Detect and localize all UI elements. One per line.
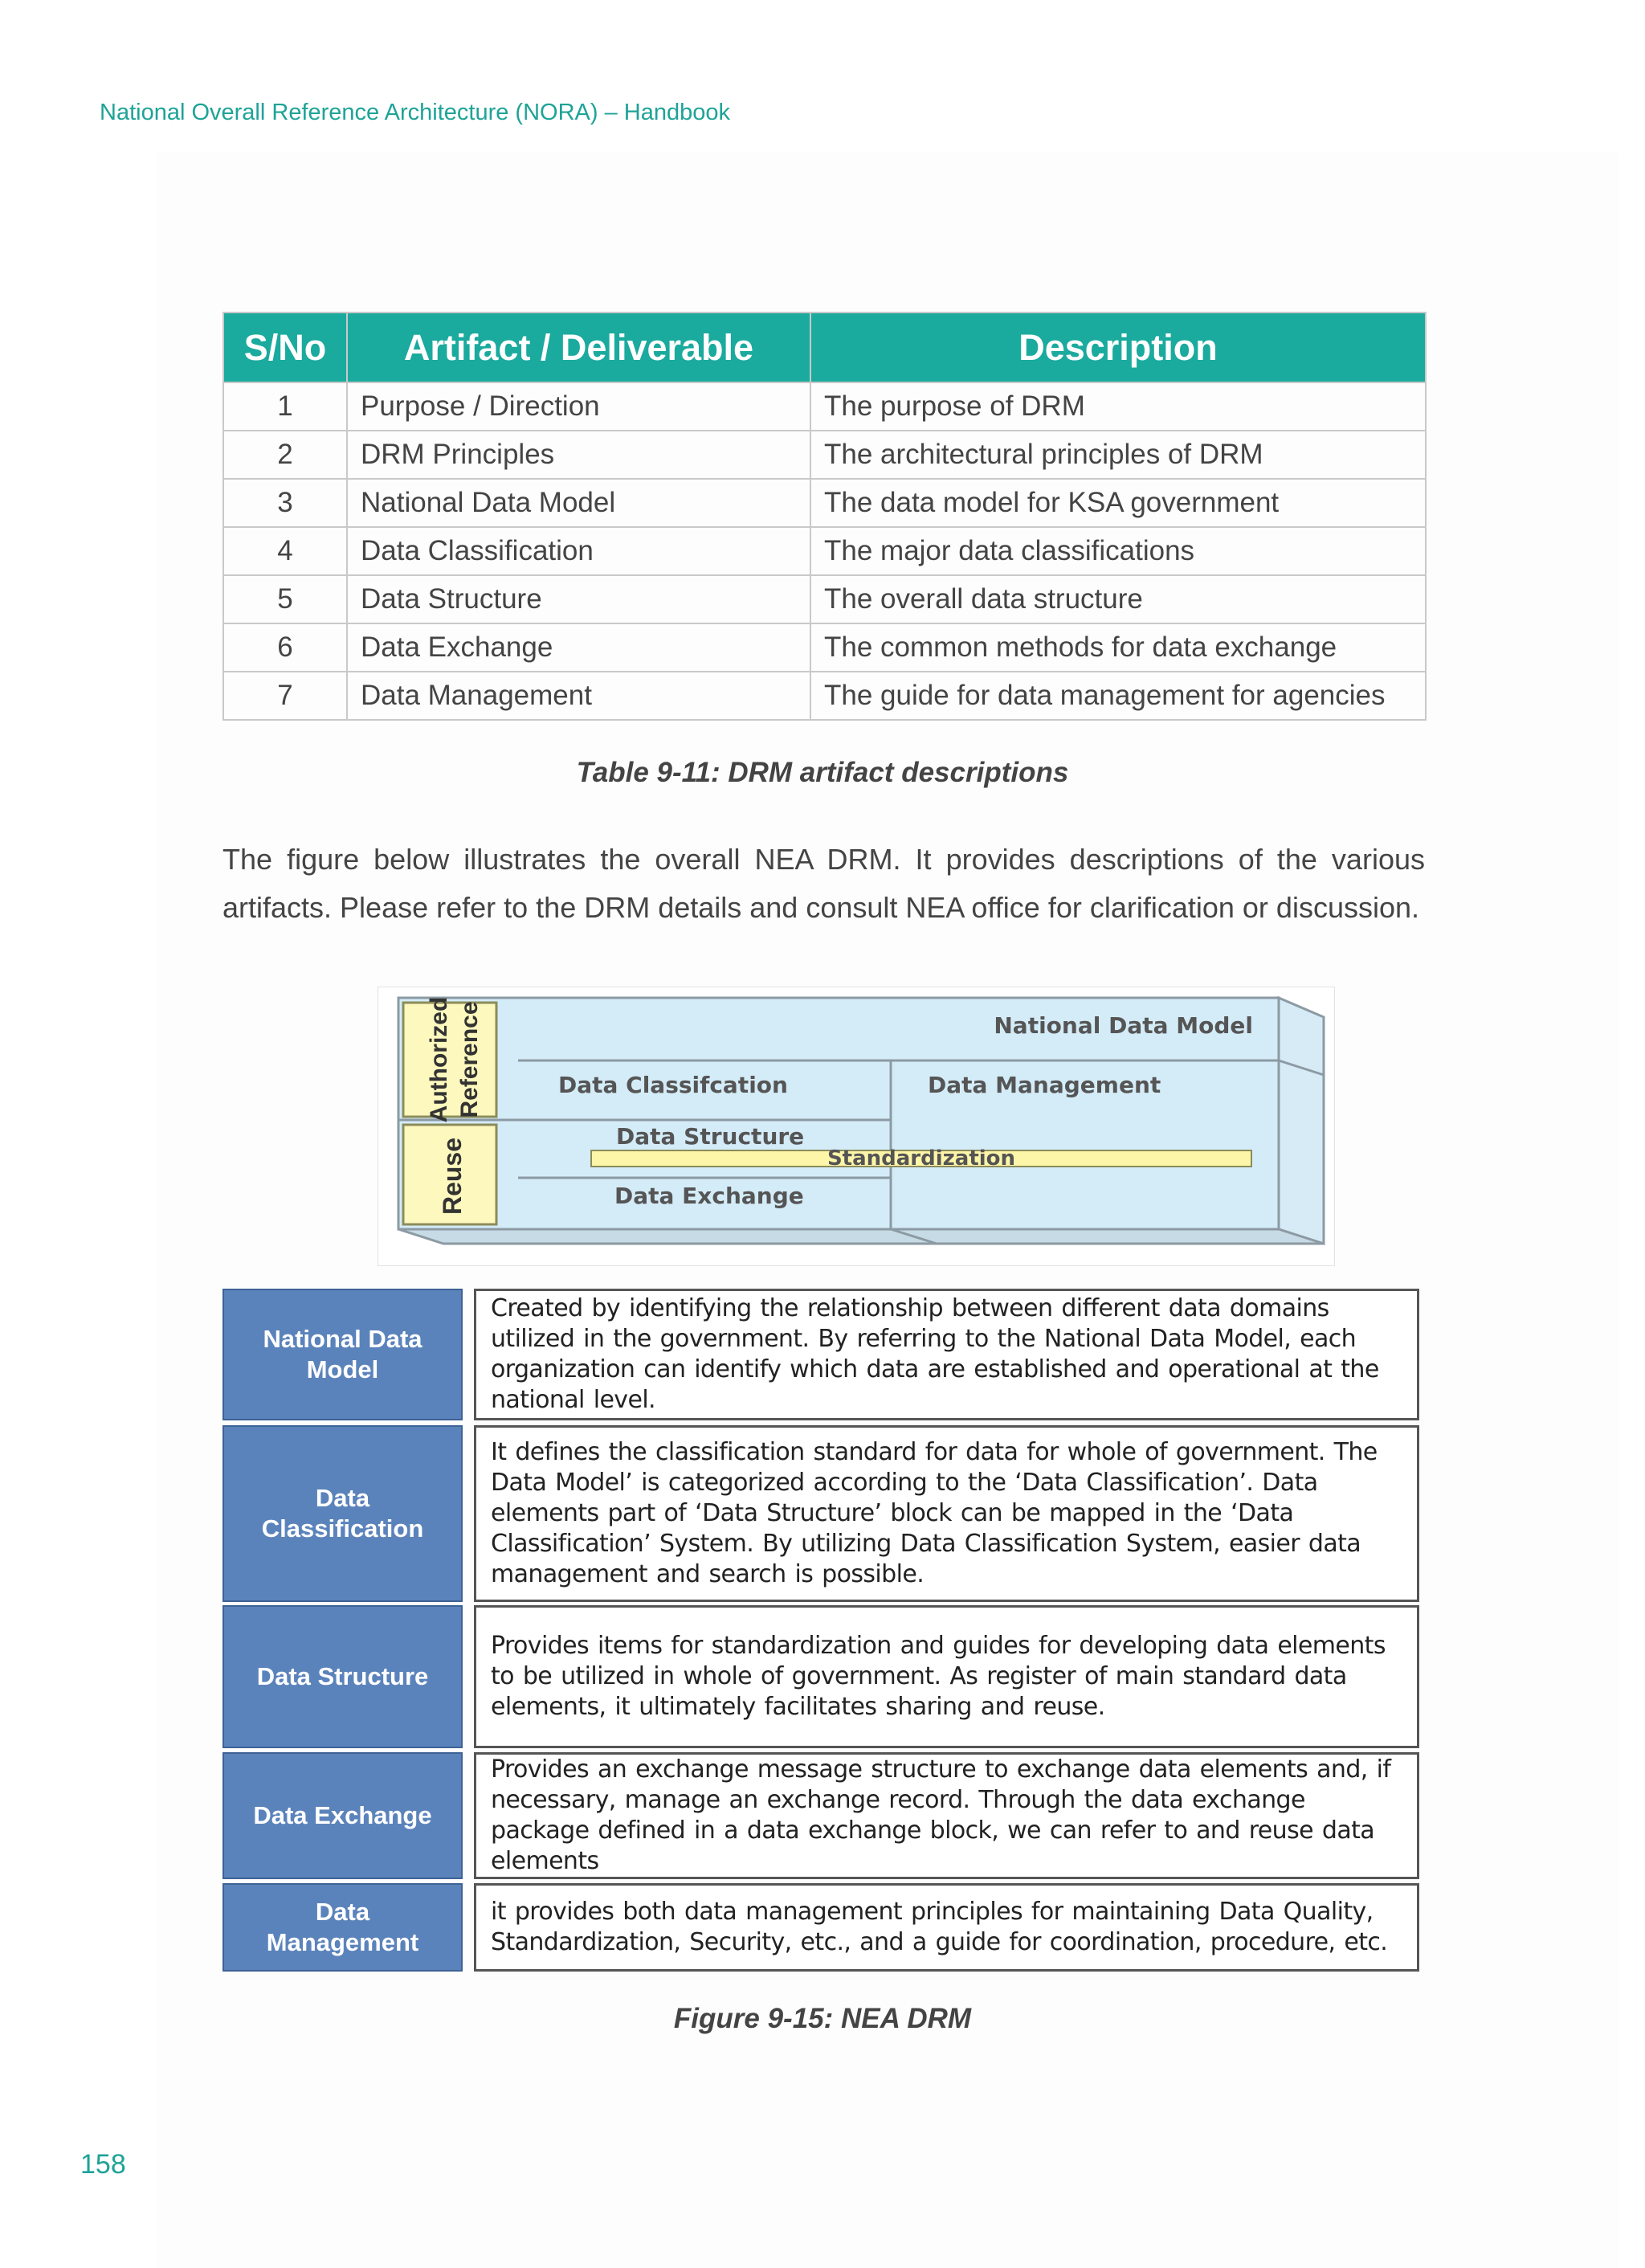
- table-caption: Table 9-11: DRM artifact descriptions: [576, 757, 1069, 788]
- table-row: [223, 623, 1426, 672]
- diagram-side-face: [1279, 998, 1324, 1244]
- column-header: Description: [810, 313, 1426, 382]
- table-row: [223, 527, 1426, 575]
- body-paragraph: The figure below illustrates the overall NEA DRM. It provides descriptions of the various artifacts. Please refer to the DRM details and consult NEA office for clarification or discussion.: [222, 843, 1425, 924]
- artifact-name: Purpose / Direction: [347, 382, 810, 431]
- diagram-bottom-face: [398, 1229, 1324, 1244]
- table-row: [223, 575, 1426, 623]
- row-number: 7: [223, 672, 347, 720]
- data-structure-label: Data Structure: [616, 1123, 805, 1150]
- artifact-name: Data Exchange: [347, 623, 810, 672]
- artifact-name: Data Classification: [347, 527, 810, 575]
- column-header: S/No: [223, 313, 347, 382]
- artifact-name: Data Management: [347, 672, 810, 720]
- description-text: Provides items for standardization and guides for developing data elements to be utilized in whole of government. As register of main standard data elements, it ultimately facilitates sharing and reuse.: [474, 1605, 1419, 1748]
- row-number: 5: [223, 575, 347, 623]
- table-row: [223, 382, 1426, 431]
- description-label: Data Structure: [222, 1605, 463, 1748]
- reuse-label: Reuse: [438, 1137, 467, 1216]
- data-management-label: Data Management: [928, 1072, 1161, 1098]
- table-row: [223, 672, 1426, 720]
- table-header-row: [223, 313, 1426, 382]
- artifact-table: [222, 312, 1427, 721]
- description-label: National Data Model: [222, 1289, 463, 1420]
- artifact-description: The purpose of DRM: [810, 382, 1426, 431]
- running-header: National Overall Reference Architecture (NORA) – Handbook: [100, 100, 730, 125]
- artifact-description: The overall data structure: [810, 575, 1426, 623]
- national-data-model-label: National Data Model: [994, 1012, 1253, 1039]
- standardization-label: Standardization: [827, 1146, 1016, 1171]
- authorized-label: Authorized: [426, 996, 452, 1123]
- description-row: [222, 1289, 1419, 1420]
- description-row: [222, 1752, 1419, 1879]
- description-label: Data Exchange: [222, 1752, 463, 1879]
- table-row: [223, 479, 1426, 527]
- row-number: 4: [223, 527, 347, 575]
- artifact-name: Data Structure: [347, 575, 810, 623]
- description-text: It defines the classification standard for data for whole of government. The Data Model’ is categorized according to the ‘Data Classification’. Data elements part of ‘Data Structure’ block can be mapped in the ‘Data Classification’ System. By utilizing Data Classification System, easier data management and search is possible.: [474, 1425, 1419, 1602]
- artifact-description: The data model for KSA government: [810, 479, 1426, 527]
- description-text: Provides an exchange message structure to exchange data elements and, if necessary, manage an exchange record. Through the data exchange package defined in a data exchange block, we can refer to and reuse data elements: [474, 1752, 1419, 1879]
- page-number: 158: [80, 2149, 126, 2180]
- data-classification-label: Data Classifcation: [558, 1072, 788, 1098]
- description-label: Data Management: [222, 1883, 463, 1972]
- artifact-description: The common methods for data exchange: [810, 623, 1426, 672]
- description-label: Data Classification: [222, 1425, 463, 1602]
- row-number: 3: [223, 479, 347, 527]
- reference-label: Reference: [456, 1001, 483, 1118]
- row-number: 2: [223, 431, 347, 479]
- data-exchange-label: Data Exchange: [614, 1183, 804, 1209]
- description-row: [222, 1425, 1419, 1602]
- artifact-description: The guide for data management for agencies: [810, 672, 1426, 720]
- description-text: Created by identifying the relationship between different data domains utilized in the government. By referring to the National Data Model, each organization can identify which data are established and operational at the national level.: [474, 1289, 1419, 1420]
- column-header: Artifact / Deliverable: [347, 313, 810, 382]
- description-text: it provides both data management principles for maintaining Data Quality, Standardization, Security, etc., and a guide for coordination, procedure, etc.: [474, 1883, 1419, 1972]
- artifact-name: National Data Model: [347, 479, 810, 527]
- artifact-description: The major data classifications: [810, 527, 1426, 575]
- description-row: [222, 1883, 1419, 1972]
- drm-diagram: [378, 987, 1335, 1266]
- description-row: [222, 1605, 1419, 1748]
- table-row: [223, 431, 1426, 479]
- artifact-name: DRM Principles: [347, 431, 810, 479]
- row-number: 1: [223, 382, 347, 431]
- artifact-description: The architectural principles of DRM: [810, 431, 1426, 479]
- figure-caption: Figure 9-15: NEA DRM: [673, 2003, 972, 2034]
- row-number: 6: [223, 623, 347, 672]
